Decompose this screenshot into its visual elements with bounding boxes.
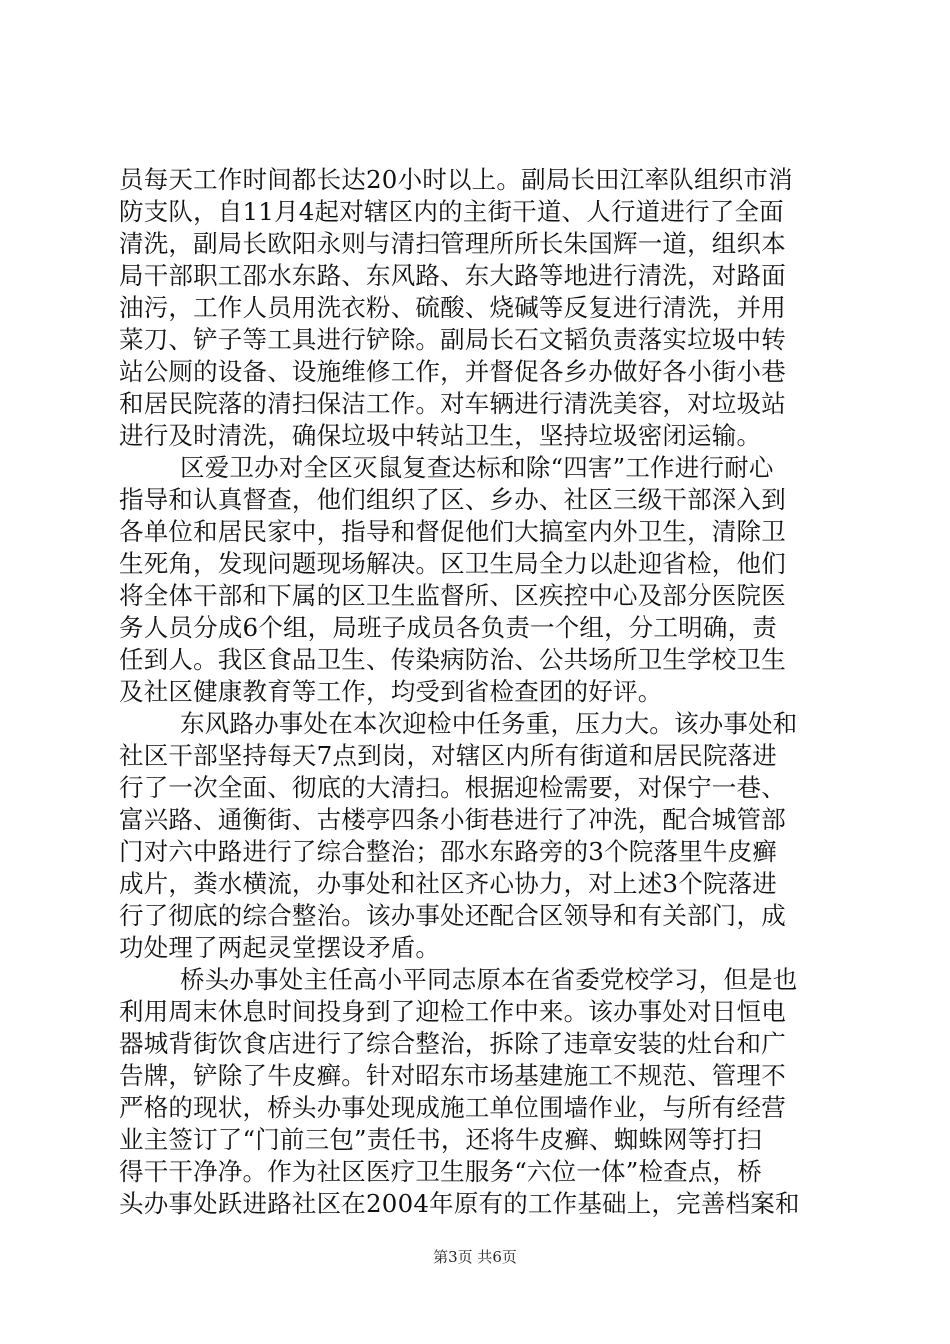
text-line: 业主签订了“门前三包”责任书，还将牛皮癣、蜘蛛网等打扫: [119, 1125, 762, 1154]
text-line: 利用周末休息时间投身到了迎检工作中来。该办事处对日恒电: [119, 997, 786, 1026]
text-line: 务人员分成6个组，局班子成员各负责一个组，分工明确，责: [119, 613, 777, 642]
text-line: 成片，粪水横流，办事处和社区齐心协力，对上述3个院落进: [119, 869, 777, 898]
text-line: 和居民院落的清扫保洁工作。对车辆进行清洗美容，对垃圾站: [119, 389, 786, 418]
paragraph: [119, 708, 835, 964]
text-line: 及社区健康教育等工作，均受到省检查团的好评。: [119, 677, 663, 706]
text-line: 站公厕的设备、设施维修工作，并督促各乡办做好各小街小巷: [119, 357, 786, 386]
text-line: 头办事处跃进路社区在2004年原有的工作基础上，完善档案和: [119, 1189, 800, 1218]
text-line: 严格的现状，桥头办事处现成施工单位围墙作业，与所有经营: [119, 1093, 786, 1122]
paragraph: [119, 164, 835, 452]
text-line: 区爱卫办对全区灭鼠复查达标和除“四害”工作进行耐心: [180, 453, 774, 482]
text-line: 社区干部坚持每天7点到岗，对辖区内所有街道和居民院落进: [119, 741, 777, 770]
text-line: 局干部职工邵水东路、东风路、东大路等地进行清洗，对路面: [119, 261, 786, 290]
page-footer: 第3页 共6页: [433, 1248, 517, 1266]
text-line: 东风路办事处在本次迎检中任务重，压力大。该办事处和: [180, 709, 798, 738]
text-line: 将全体干部和下属的区卫生监督所、区疾控中心及部分医院医: [119, 581, 786, 610]
text-line: 功处理了两起灵堂摆设矛盾。: [119, 933, 441, 962]
text-line: 各单位和居民家中，指导和督促他们大搞室内外卫生，清除卫: [119, 517, 786, 546]
text-line: 指导和认真督查，他们组织了区、乡办、社区三级干部深入到: [119, 485, 786, 514]
text-line: 油污，工作人员用洗衣粉、硫酸、烧碱等反复进行清洗，并用: [119, 293, 786, 322]
text-line: 菜刀、铲子等工具进行铲除。副局长石文韬负责落实垃圾中转: [119, 325, 786, 354]
text-line: 器城背街饮食店进行了综合整治，拆除了违章安装的灶台和广: [119, 1029, 786, 1058]
text-line: 员每天工作时间都长达20小时以上。副局长田江率队组织市消: [119, 165, 793, 194]
text-line: 桥头办事处主任高小平同志原本在省委党校学习，但是也: [180, 965, 798, 994]
text-line: 告牌，铲除了牛皮癣。针对昭东市场基建施工不规范、管理不: [119, 1061, 786, 1090]
text-line: 防支队，自11月4起对辖区内的主街干道、人行道进行了全面: [119, 197, 784, 226]
text-line: 任到人。我区食品卫生、传染病防治、公共场所卫生学校卫生: [119, 645, 786, 674]
text-line: 生死角，发现问题现场解决。区卫生局全力以赴迎省检，他们: [119, 549, 786, 578]
text-line: 行了彻底的综合整治。该办事处还配合区领导和有关部门，成: [119, 901, 786, 930]
text-line: 富兴路、通衡街、古楼亭四条小街巷进行了冲洗，配合城管部: [119, 805, 786, 834]
text-line: 进行及时清洗，确保垃圾中转站卫生，坚持垃圾密闭运输。: [119, 421, 762, 450]
text-line: 清洗，副局长欧阳永则与清扫管理所所长朱国辉一道，组织本: [119, 229, 786, 258]
body-text: [119, 164, 835, 1220]
text-line: 门对六中路进行了综合整治；邵水东路旁的3个院落里牛皮癣: [119, 837, 777, 866]
text-line: 行了一次全面、彻底的大清扫。根据迎检需要，对保宁一巷、: [119, 773, 786, 802]
paragraph: [119, 452, 835, 708]
paragraph: [119, 964, 835, 1220]
text-line: 得干干净净。作为社区医疗卫生服务“六位一体”检查点，桥: [119, 1157, 762, 1186]
